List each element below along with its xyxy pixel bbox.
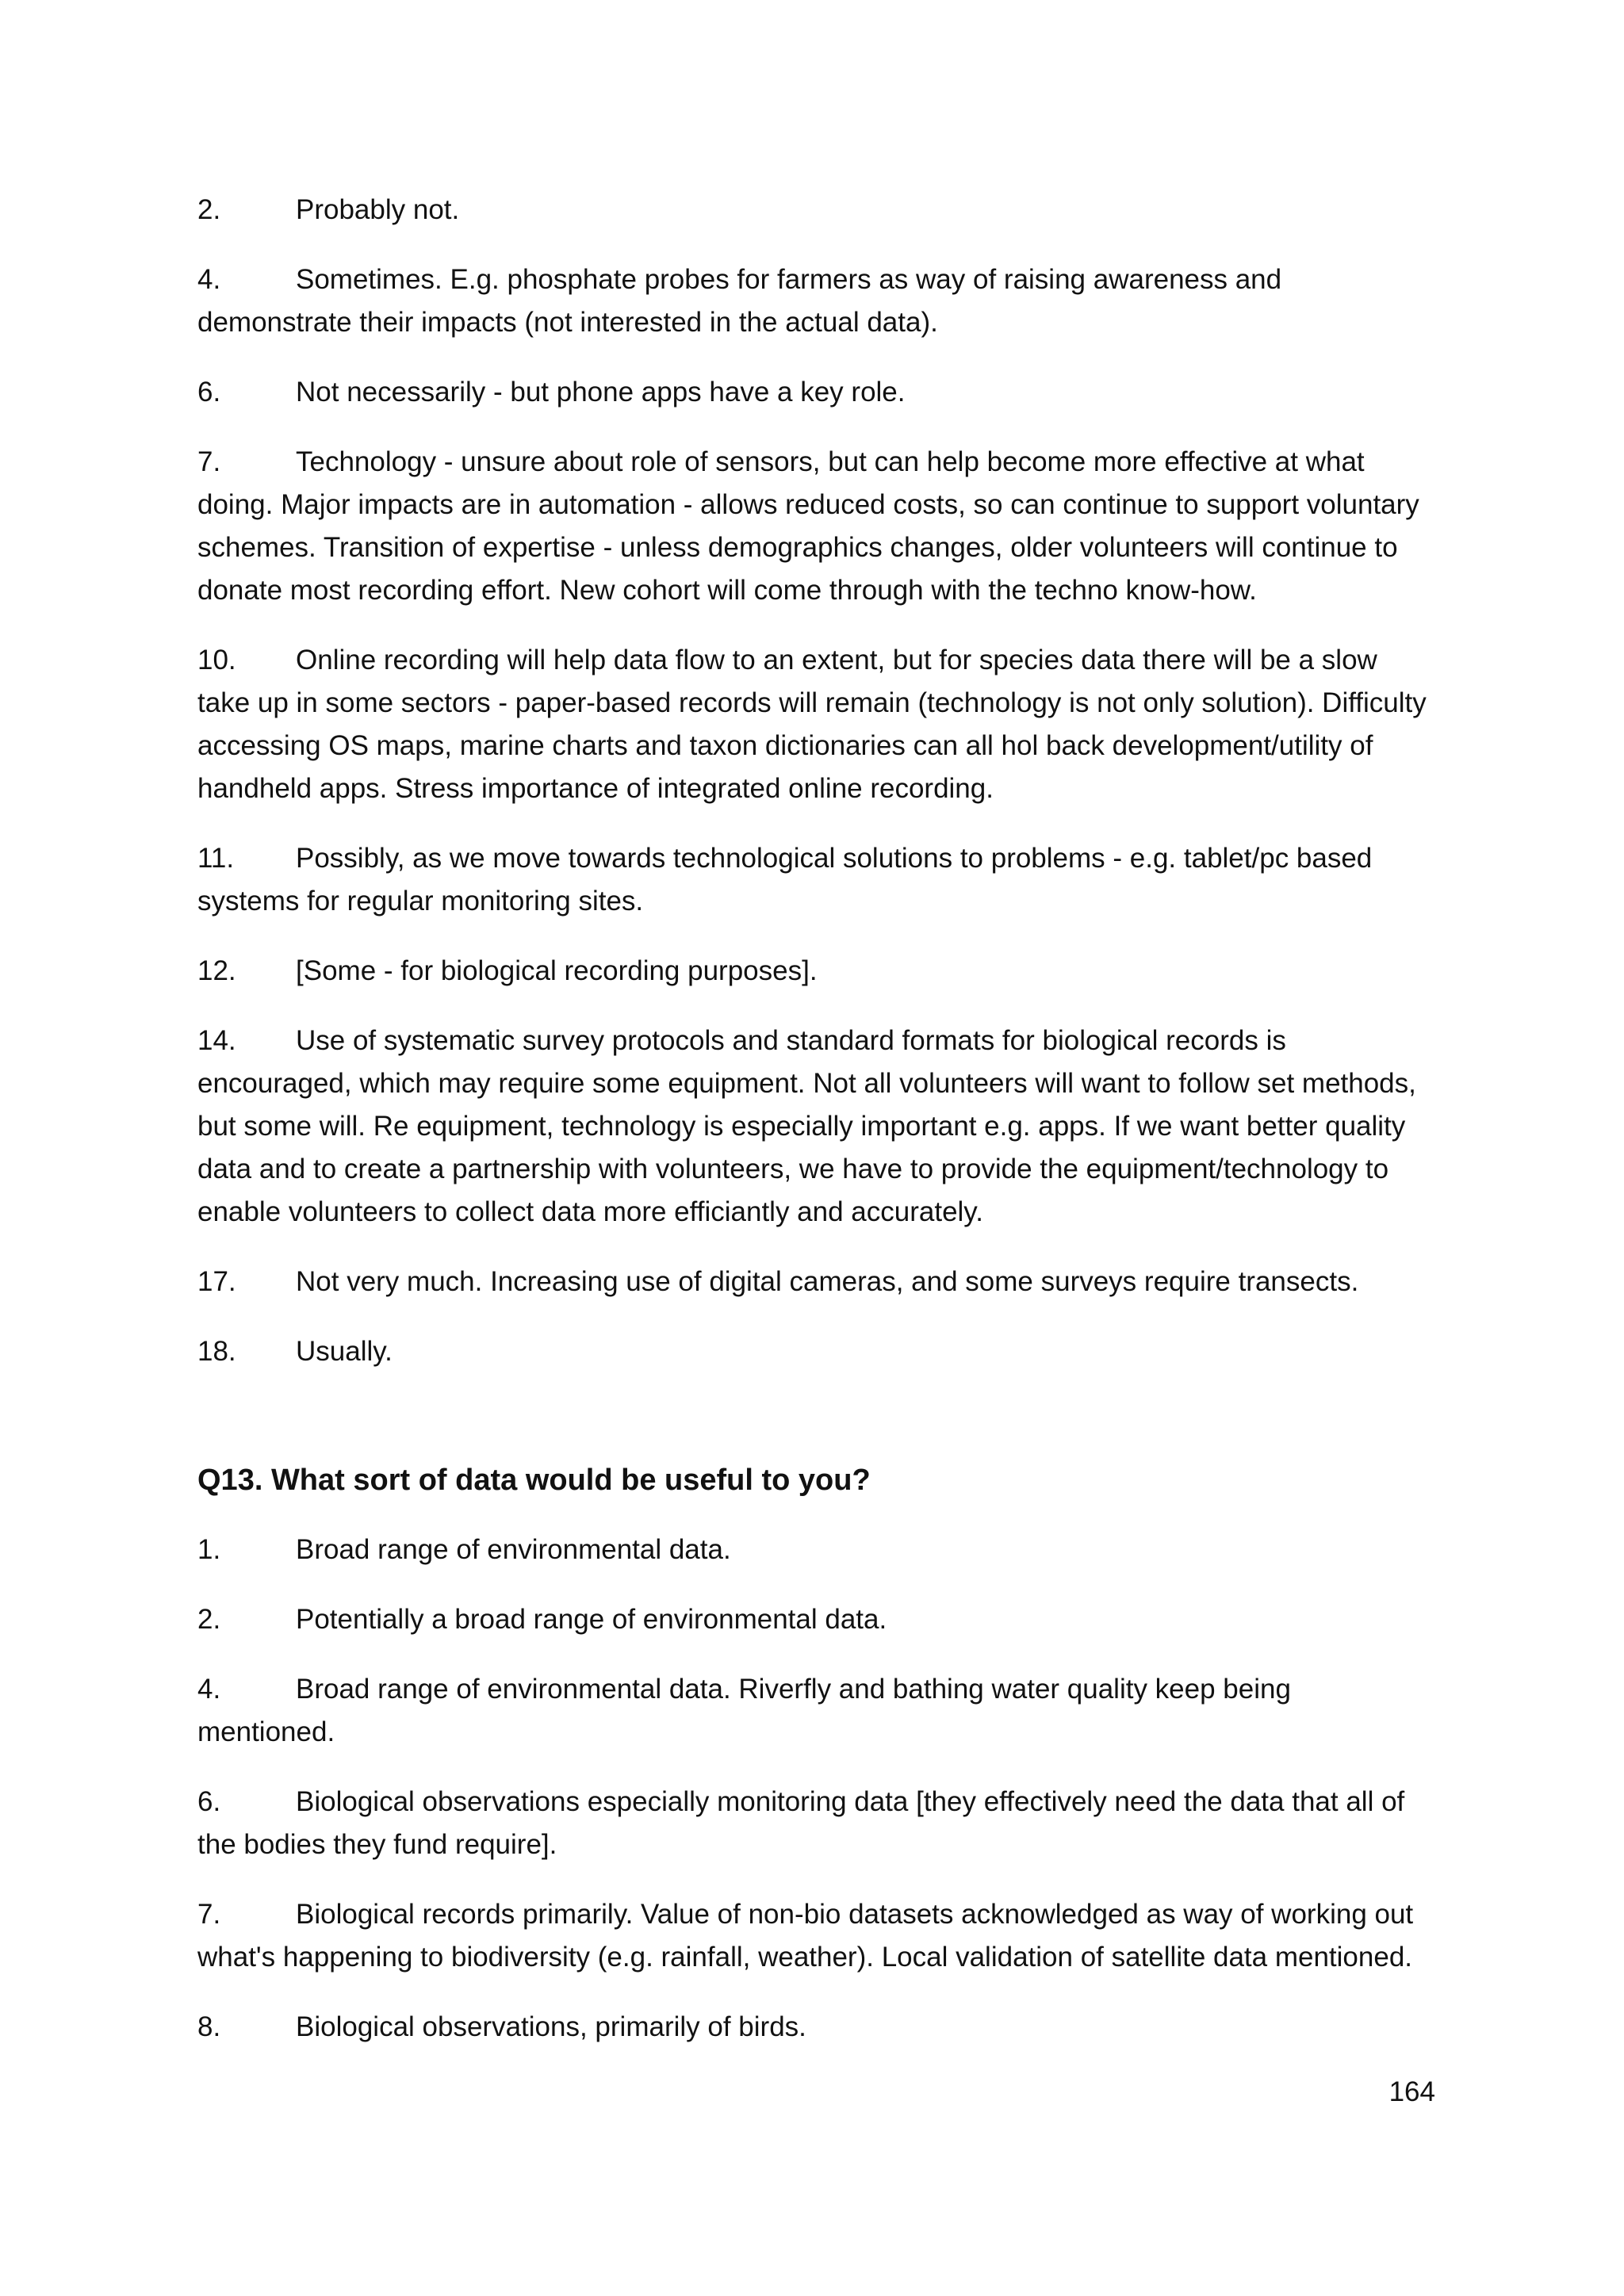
response-text: Usually. — [296, 1336, 393, 1367]
response-paragraph — [197, 837, 1434, 923]
response-number: 10. — [197, 645, 236, 675]
response-text: Possibly, as we move towards technological solutions to problems - e.g. tablet/pc based systems for regular monitoring sites. — [197, 843, 1373, 916]
response-number: 7. — [197, 1899, 221, 1930]
response-number: 12. — [197, 955, 236, 986]
response-number: 7. — [197, 446, 221, 477]
response-text: Biological records primarily. Value of non-bio datasets acknowledged as way of working out what's happening to biodiversity (e.g. rainfall, weather). Local validation of satellite data mentioned. — [197, 1899, 1414, 1973]
response-text: Online recording will help data flow to an extent, but for species data there will be a slow take up in some sectors - paper-based records will remain (technology is not only solution). Difficulty accessing OS maps, marine charts and taxon dictionaries can all hol back development/utility of handheld apps. Stress importance of integrated online recording. — [197, 645, 1427, 804]
response-number: 6. — [197, 1786, 221, 1817]
response-text: Not very much. Increasing use of digital cameras, and some surveys require transects. — [296, 1266, 1359, 1297]
response-text: Biological observations especially monitoring data [they effectively need the data that all of the bodies they fund require]. — [197, 1786, 1405, 1860]
response-number: 14. — [197, 1025, 236, 1056]
response-text: Use of systematic survey protocols and standard formats for biological records is encouraged, which may require some equipment. Not all volunteers will want to follow set methods, but some will. Re equipment, technology is especially important e.g. apps. If we want better quality data and to create a partnership with volunteers, we have to provide the equipment/technology to enable volunteers to collect data more efficiantly and accurately. — [197, 1025, 1416, 1227]
page-content — [197, 189, 1434, 2076]
response-paragraph — [197, 2006, 1434, 2049]
response-text: Broad range of environmental data. — [296, 1534, 731, 1565]
response-number: 11. — [197, 843, 235, 874]
response-paragraph — [197, 1893, 1434, 1979]
response-paragraph — [197, 1598, 1434, 1641]
response-text: [Some - for biological recording purposes]. — [296, 955, 818, 986]
response-text: Sometimes. E.g. phosphate probes for farmers as way of raising awareness and demonstrate their impacts (not interested in the actual data). — [197, 264, 1282, 338]
response-text: Biological observations, primarily of birds. — [296, 2011, 806, 2042]
response-paragraph — [197, 371, 1434, 414]
response-number: 18. — [197, 1336, 236, 1367]
response-number: 1. — [197, 1534, 221, 1565]
response-paragraph — [197, 441, 1434, 612]
response-text: Not necessarily - but phone apps have a key role. — [296, 377, 906, 408]
response-text: Technology - unsure about role of sensors, but can help become more effective at what doing. Major impacts are in automation - allows reduced costs, so can continue to support voluntary schemes. Transition of expertise - unless demographics changes, older volunteers will continue to donate most recording effort. New cohort will come through with the techno know-how. — [197, 446, 1419, 606]
response-paragraph — [197, 1781, 1434, 1866]
question-heading: Q13. What sort of data would be useful to you? — [197, 1464, 871, 1497]
page-number: 164 — [1388, 2076, 1435, 2107]
response-paragraph — [197, 258, 1434, 344]
response-paragraph — [197, 189, 1434, 232]
response-paragraph — [197, 639, 1434, 810]
response-paragraph — [197, 1668, 1434, 1754]
response-paragraph — [197, 1529, 1434, 1571]
response-paragraph — [197, 1020, 1434, 1234]
response-number: 2. — [197, 194, 221, 225]
response-text: Potentially a broad range of environmental data. — [296, 1604, 887, 1635]
response-number: 2. — [197, 1604, 221, 1635]
response-paragraph — [197, 1330, 1434, 1373]
q13-responses-section — [197, 1529, 1434, 2049]
response-paragraph — [197, 950, 1434, 993]
response-number: 4. — [197, 264, 221, 295]
response-paragraph — [197, 1261, 1434, 1303]
response-number: 8. — [197, 2011, 221, 2042]
responses-section — [197, 189, 1434, 1373]
response-text: Probably not. — [296, 194, 460, 225]
response-text: Broad range of environmental data. Riverfly and bathing water quality keep being mentioned. — [197, 1674, 1291, 1747]
response-number: 4. — [197, 1674, 221, 1705]
response-number: 6. — [197, 377, 221, 408]
response-number: 17. — [197, 1266, 236, 1297]
